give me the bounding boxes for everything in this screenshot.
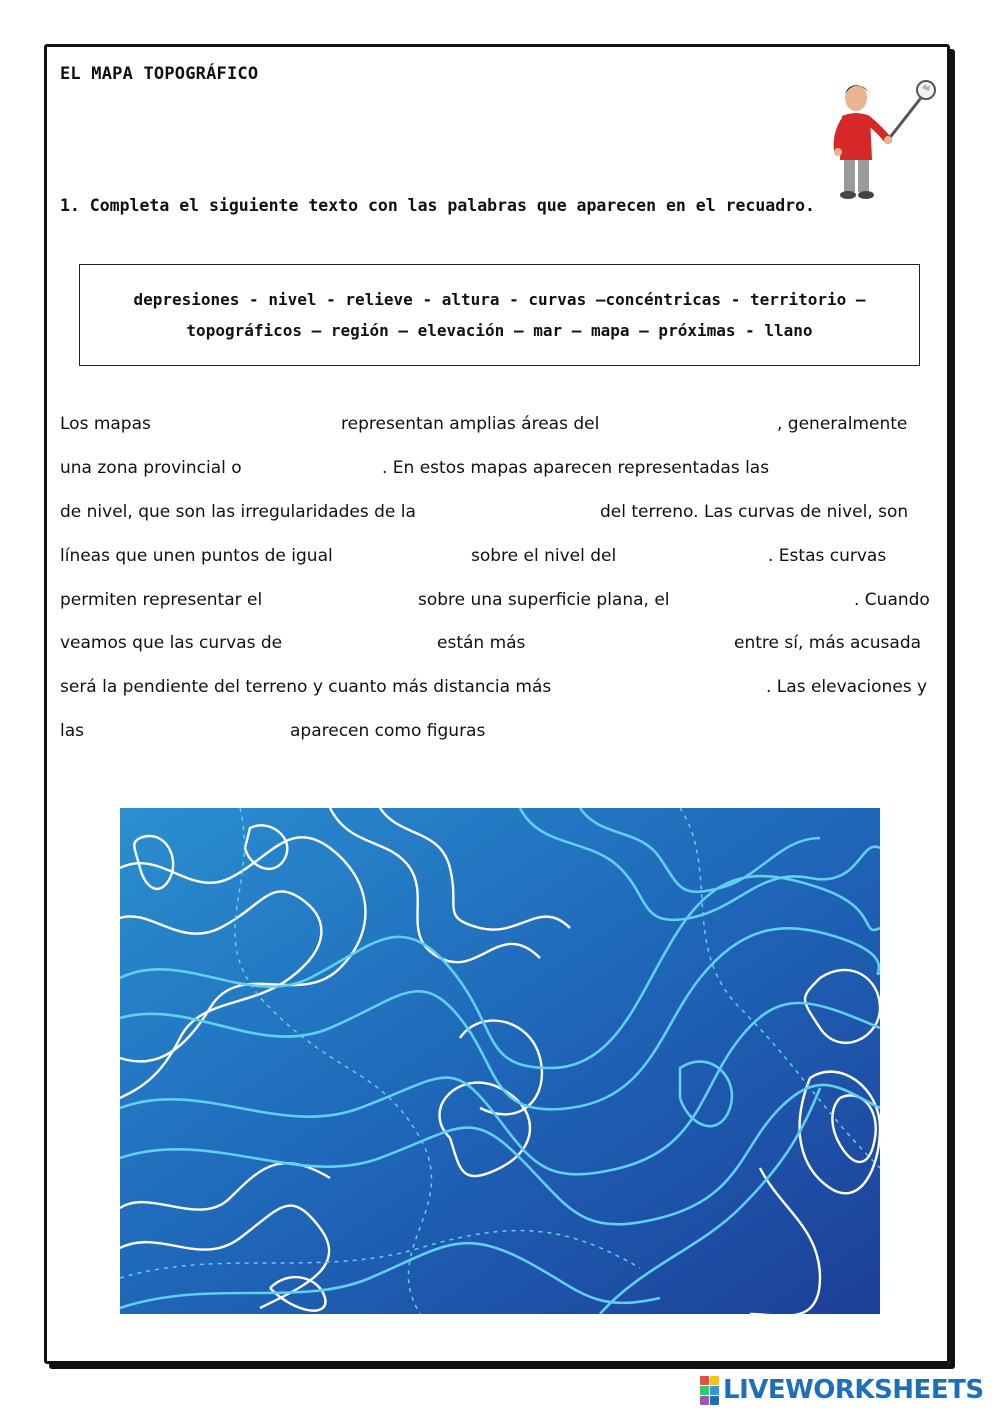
text-segment: líneas que unen puntos de igual	[60, 546, 333, 566]
text-segment: , generalmente	[777, 414, 908, 434]
logo-badge-icon	[700, 1376, 719, 1405]
text-segment: aparecen como figuras	[290, 721, 486, 741]
text-segment: entre sí, más acusada	[734, 633, 922, 653]
text-line-5	[60, 590, 936, 616]
text-line-4	[60, 546, 936, 572]
page-title: EL MAPA TOPOGRÁFICO	[60, 64, 259, 84]
teacher-avatar-icon	[826, 76, 936, 200]
text-line-1	[60, 414, 936, 440]
text-segment: . Las elevaciones y	[766, 677, 928, 697]
text-segment: . En estos mapas aparecen representadas las	[382, 458, 770, 478]
topographic-map-image	[120, 808, 880, 1314]
text-segment: . Estas curvas	[768, 546, 887, 566]
text-segment: una zona provincial o	[60, 458, 242, 478]
word-bank-line-2: topográficos – región – elevación – mar – mapa – próximas - llano	[186, 321, 813, 340]
exercise-instruction: 1. Completa el siguiente texto con las palabras que aparecen en el recuadro.	[60, 196, 815, 215]
text-segment: las	[60, 721, 84, 741]
word-bank-line-1: depresiones - nivel - relieve - altura - curvas –concéntricas - territorio –	[133, 290, 866, 309]
liveworksheets-logo	[700, 1372, 984, 1408]
brand-name: LIVEWORKSHEETS	[723, 1375, 984, 1405]
text-segment: Los mapas	[60, 414, 151, 434]
text-segment: veamos que las curvas de	[60, 633, 283, 653]
text-segment: del terreno. Las curvas de nivel, son	[600, 502, 909, 522]
text-segment: . Cuando	[854, 590, 930, 610]
text-segment: representan amplias áreas del	[341, 414, 600, 434]
text-line-2	[60, 458, 936, 484]
text-segment: de nivel, que son las irregularidades de la	[60, 502, 416, 522]
word-bank-box	[79, 264, 920, 366]
text-line-6	[60, 633, 936, 659]
text-segment: están más	[437, 633, 526, 653]
text-segment: permiten representar el	[60, 590, 263, 610]
text-line-3	[60, 502, 936, 528]
text-segment: sobre una superficie plana, el	[418, 590, 670, 610]
text-segment: sobre el nivel del	[471, 546, 617, 566]
text-line-8	[60, 721, 936, 747]
text-line-7	[60, 677, 936, 703]
text-segment: será la pendiente del terreno y cuanto más distancia más	[60, 677, 552, 697]
